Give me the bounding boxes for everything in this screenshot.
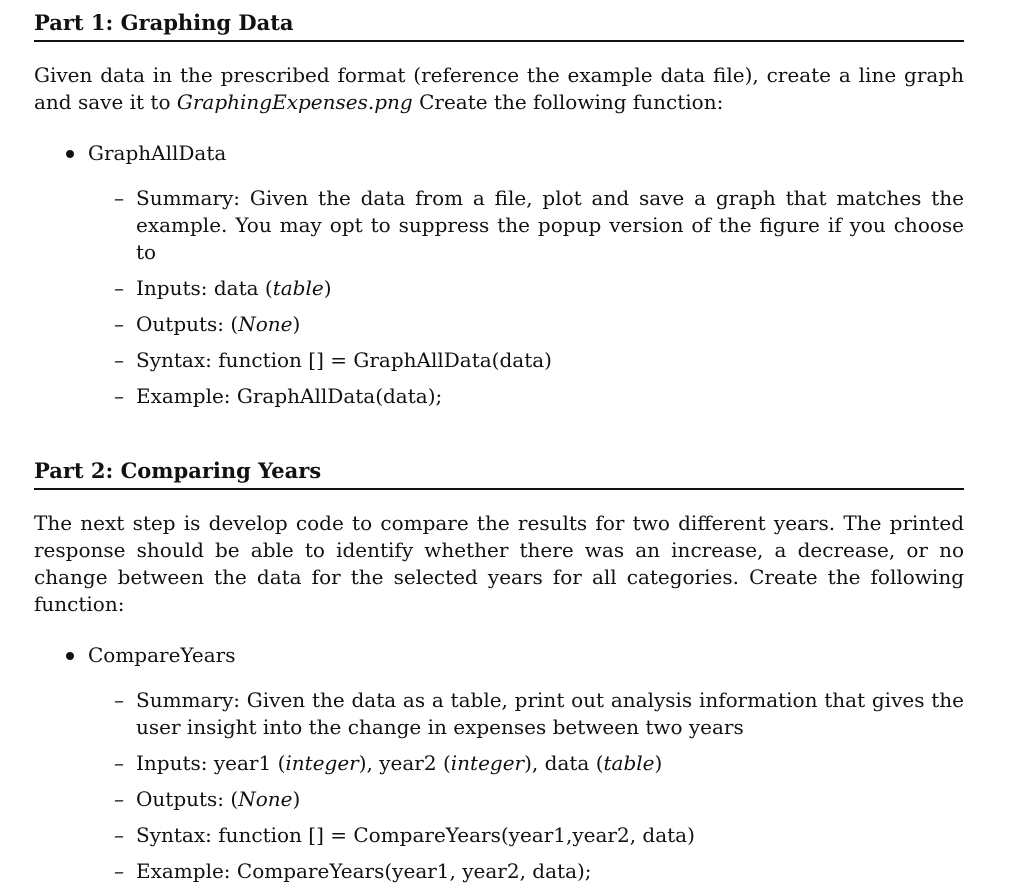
part2-inputs-mid2: ), data ( [524, 751, 604, 775]
part1-example [114, 383, 964, 410]
part2-outputs [114, 786, 964, 813]
part2-inputs [114, 750, 964, 777]
part2-inputs-type3: table [603, 751, 655, 775]
part1-inputs-label: Inputs: data ( [136, 276, 273, 300]
dash-icon: – [114, 751, 124, 775]
part2-summary [114, 687, 964, 741]
part2-inputs-close: ) [654, 751, 663, 775]
part1-inputs-type: table [272, 276, 324, 300]
part1-inputs [114, 275, 964, 302]
dash-icon: – [114, 859, 124, 883]
part2-function-bullet [66, 642, 964, 669]
part2-syntax-text: Syntax: function [] = CompareYears(year1,year2, data) [136, 823, 695, 847]
dash-icon: – [114, 348, 124, 372]
part2-intro: The next step is develop code to compare the results for two different years. The printed response should be able to identify whether there was an increase, a decrease, or no change between the data for the selected years for all categories. Create the following function: [34, 511, 964, 616]
part1-details-list [114, 185, 964, 410]
part2-inputs-type2: integer [450, 751, 525, 775]
dash-icon: – [114, 186, 124, 210]
part1-outputs [114, 311, 964, 338]
part1-intro-text: Given data in the prescribed format (reference the example data file), create a line graph and save it to [34, 63, 964, 114]
dash-icon: – [114, 823, 124, 847]
part2-example [114, 858, 964, 885]
dash-icon: – [114, 787, 124, 811]
part2-function-name: CompareYears [88, 643, 236, 667]
part1-example-text: Example: GraphAllData(data); [136, 384, 443, 408]
part2-summary-text: Summary: Given the data as a table, print out analysis information that gives the user insight into the change in expenses between two years [136, 688, 964, 739]
part1-syntax [114, 347, 964, 374]
part2-example-text: Example: CompareYears(year1, year2, data); [136, 859, 592, 883]
part1-header: Part 1: Graphing Data [34, 0, 964, 42]
part2-details-list [114, 687, 964, 885]
part2-syntax [114, 822, 964, 849]
part1-intro [34, 62, 964, 116]
part2-outputs-type: None [238, 787, 293, 811]
part1-outputs-close: ) [292, 312, 301, 336]
dash-icon: – [114, 312, 124, 336]
part1-function-name: GraphAllData [88, 141, 227, 165]
part1-outputs-label: Outputs: ( [136, 312, 239, 336]
part1-summary-text: Summary: Given the data from a file, plot and save a graph that matches the example. You may opt to suppress the popup version of the figure if you choose to [136, 186, 964, 264]
part2-header: Part 2: Comparing Years [34, 448, 964, 490]
part1-filename: GraphingExpenses.png [176, 90, 413, 114]
part2-outputs-label: Outputs: ( [136, 787, 239, 811]
dash-icon: – [114, 276, 124, 300]
bullet-dot-icon [66, 652, 74, 660]
part2-outputs-close: ) [292, 787, 301, 811]
part2-inputs-type1: integer [285, 751, 359, 775]
part1-function-bullet [66, 140, 964, 167]
part2-inputs-prefix: Inputs: year1 ( [136, 751, 286, 775]
part1-outputs-type: None [238, 312, 293, 336]
part1-syntax-text: Syntax: function [] = GraphAllData(data) [136, 348, 552, 372]
dash-icon: – [114, 384, 124, 408]
document-page [34, 0, 964, 894]
dash-icon: – [114, 688, 124, 712]
part2-inputs-mid1: ), year2 ( [358, 751, 451, 775]
part1-inputs-close: ) [323, 276, 332, 300]
part1-summary [114, 185, 964, 266]
bullet-dot-icon [66, 150, 74, 158]
part1-intro-tail: Create the following function: [412, 90, 724, 114]
